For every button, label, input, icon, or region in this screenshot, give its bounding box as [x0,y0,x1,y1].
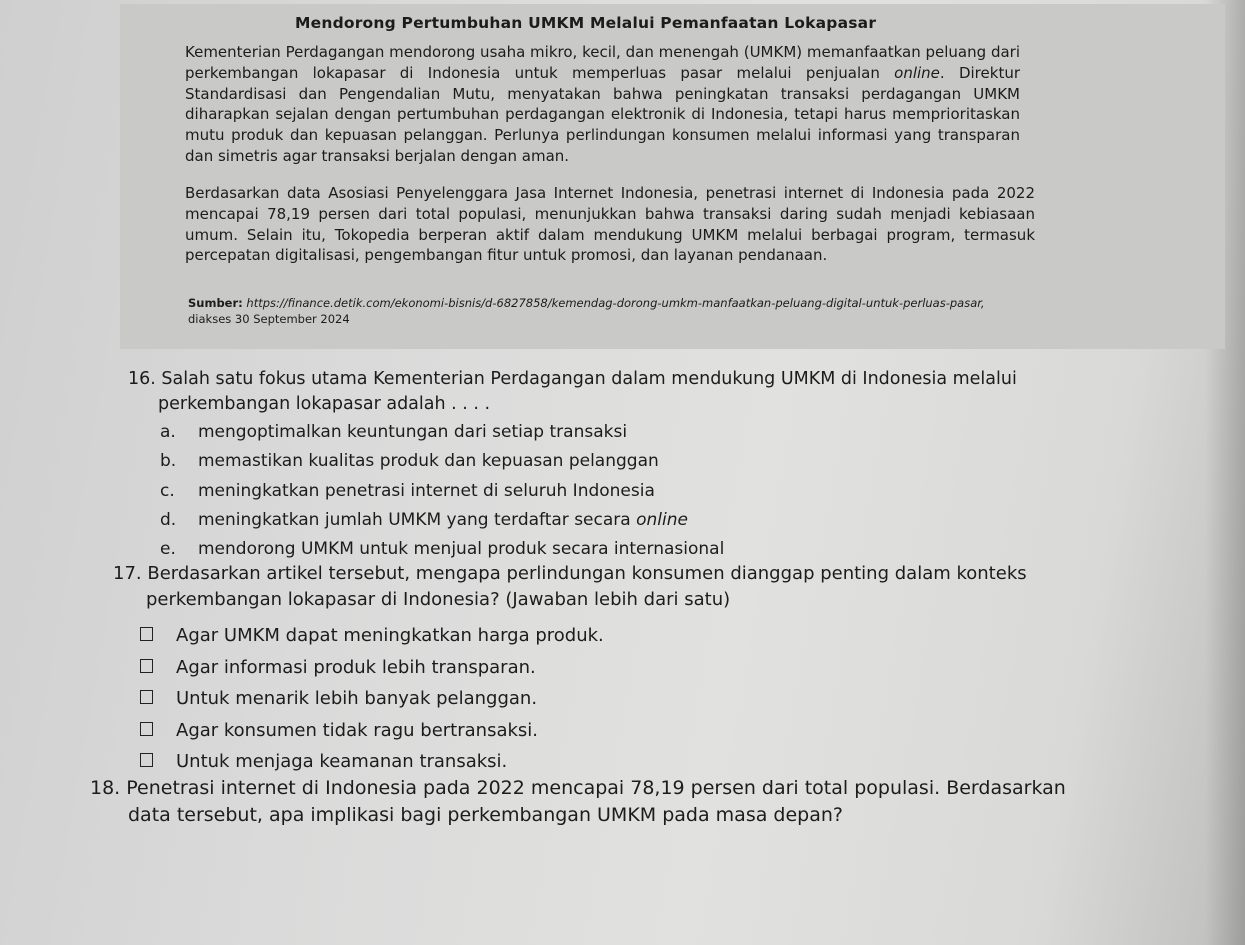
option-letter: c. [160,480,175,501]
option-letter: e. [160,539,176,560]
option-text: meningkatkan jumlah UMKM yang terdaftar secara [198,509,637,530]
option-a[interactable] [160,418,724,447]
question-16-number: 16. [128,369,156,389]
option-text: meningkatkan penetrasi internet di seluruh Indonesia [198,480,655,501]
question-18-text-line2: data tersebut, apa implikasi bagi perkembangan UMKM pada masa depan? [128,804,843,826]
question-16-text-line2: perkembangan lokapasar adalah . . . . [158,394,491,414]
question-16 [128,367,1188,417]
article-source [188,296,985,327]
question-17-text-line1: Berdasarkan artikel tersebut, mengapa perlindungan konsumen dianggap penting dalam konteks [147,563,1027,584]
paragraph-1-italic-term: online [894,63,940,82]
option-letter: a. [160,422,176,442]
question-16-options [160,418,724,564]
checkbox-option-text: Untuk menarik lebih banyak pelanggan. [176,688,538,709]
checkbox-option-5[interactable] [140,746,604,778]
option-text: mengoptimalkan keuntungan dari setiap transaksi [198,422,628,442]
checkbox-icon[interactable] [140,690,153,704]
checkbox-option-3[interactable] [140,683,604,715]
question-16-text-line1: Salah satu fokus utama Kementerian Perdagangan dalam mendukung UMKM di Indonesia melalui [161,369,1017,389]
checkbox-option-4[interactable] [140,715,604,747]
checkbox-icon[interactable] [140,722,153,736]
paragraph-1-text-b: . Direktur Standardisasi dan Pengendalian Mutu, menyatakan bahwa peningkatan transaksi perdagangan UMKM diharapkan sejalan dengan pertumbuhan perdagangan elektronik di Indonesia, tetapi harus memprioritaskan mutu produk dan kepuasan pelanggan. Perlunya perlindungan konsumen melalui informasi yang transparan dan simetris agar transaksi berjalan dengan aman. [185,63,1020,165]
option-letter: d. [160,509,177,530]
article-paragraph-2: Berdasarkan data Asosiasi Penyelenggara Jasa Internet Indonesia, penetrasi internet di Indonesia pada 2022 mencapai 78,19 persen dari total populasi, menunjukkan bahwa transaksi daring sudah menjadi kebiasaan umum. Selain itu, Tokopedia berperan aktif dalam mendukung UMKM melalui berbagai program, termasuk percepatan digitalisasi, pengembangan fitur untuk promosi, dan layanan pendanaan. [185,184,1035,265]
source-accessed-date: diakses 30 September 2024 [188,311,350,326]
option-italic-term: online [636,509,688,530]
option-letter: b. [160,451,177,472]
article-paragraph-1 [185,42,1020,167]
source-url: https://finance.detik.com/ekonomi-bisnis/d-6827858/kemendag-dorong-umkm-manfaatkan-peluang-digital-untuk-perluas-pasar, [246,296,985,310]
question-17-text-line2: perkembangan lokapasar di Indonesia? (Jawaban lebih dari satu) [146,589,731,610]
option-text: memastikan kualitas produk dan kepuasan pelanggan [198,451,659,472]
question-18-number: 18. [90,777,121,799]
option-b[interactable] [160,447,724,476]
question-18 [90,775,1190,829]
question-17-number: 17. [113,563,142,584]
option-d[interactable] [160,506,724,535]
checkbox-icon[interactable] [140,659,153,673]
checkbox-icon[interactable] [140,753,153,767]
checkbox-option-text: Agar UMKM dapat meningkatkan harga produk. [176,625,604,646]
question-17 [113,561,1193,613]
source-label: Sumber: [188,296,243,310]
checkbox-option-text: Agar konsumen tidak ragu bertransaksi. [176,719,538,741]
checkbox-option-text: Untuk menjaga keamanan transaksi. [176,751,508,772]
article-title: Mendorong Pertumbuhan UMKM Melalui Pemanfaatan Lokapasar [295,14,877,32]
checkbox-option-text: Agar informasi produk lebih transparan. [176,656,536,678]
paragraph-1-text-a: Kementerian Perdagangan mendorong usaha mikro, kecil, dan menengah (UMKM) memanfaatkan peluang dari perkembangan lokapasar di Indonesia untuk memperluas pasar melalui penjualan [185,43,1020,82]
question-17-options [140,620,604,778]
checkbox-option-2[interactable] [140,652,604,684]
option-c[interactable] [160,477,724,506]
question-18-text-line1: Penetrasi internet di Indonesia pada 2022 mencapai 78,19 persen dari total populasi. Berdasarkan [126,777,1066,799]
option-text: mendorong UMKM untuk menjual produk secara internasional [198,539,725,560]
checkbox-option-1[interactable] [140,620,604,652]
checkbox-icon[interactable] [140,627,153,641]
